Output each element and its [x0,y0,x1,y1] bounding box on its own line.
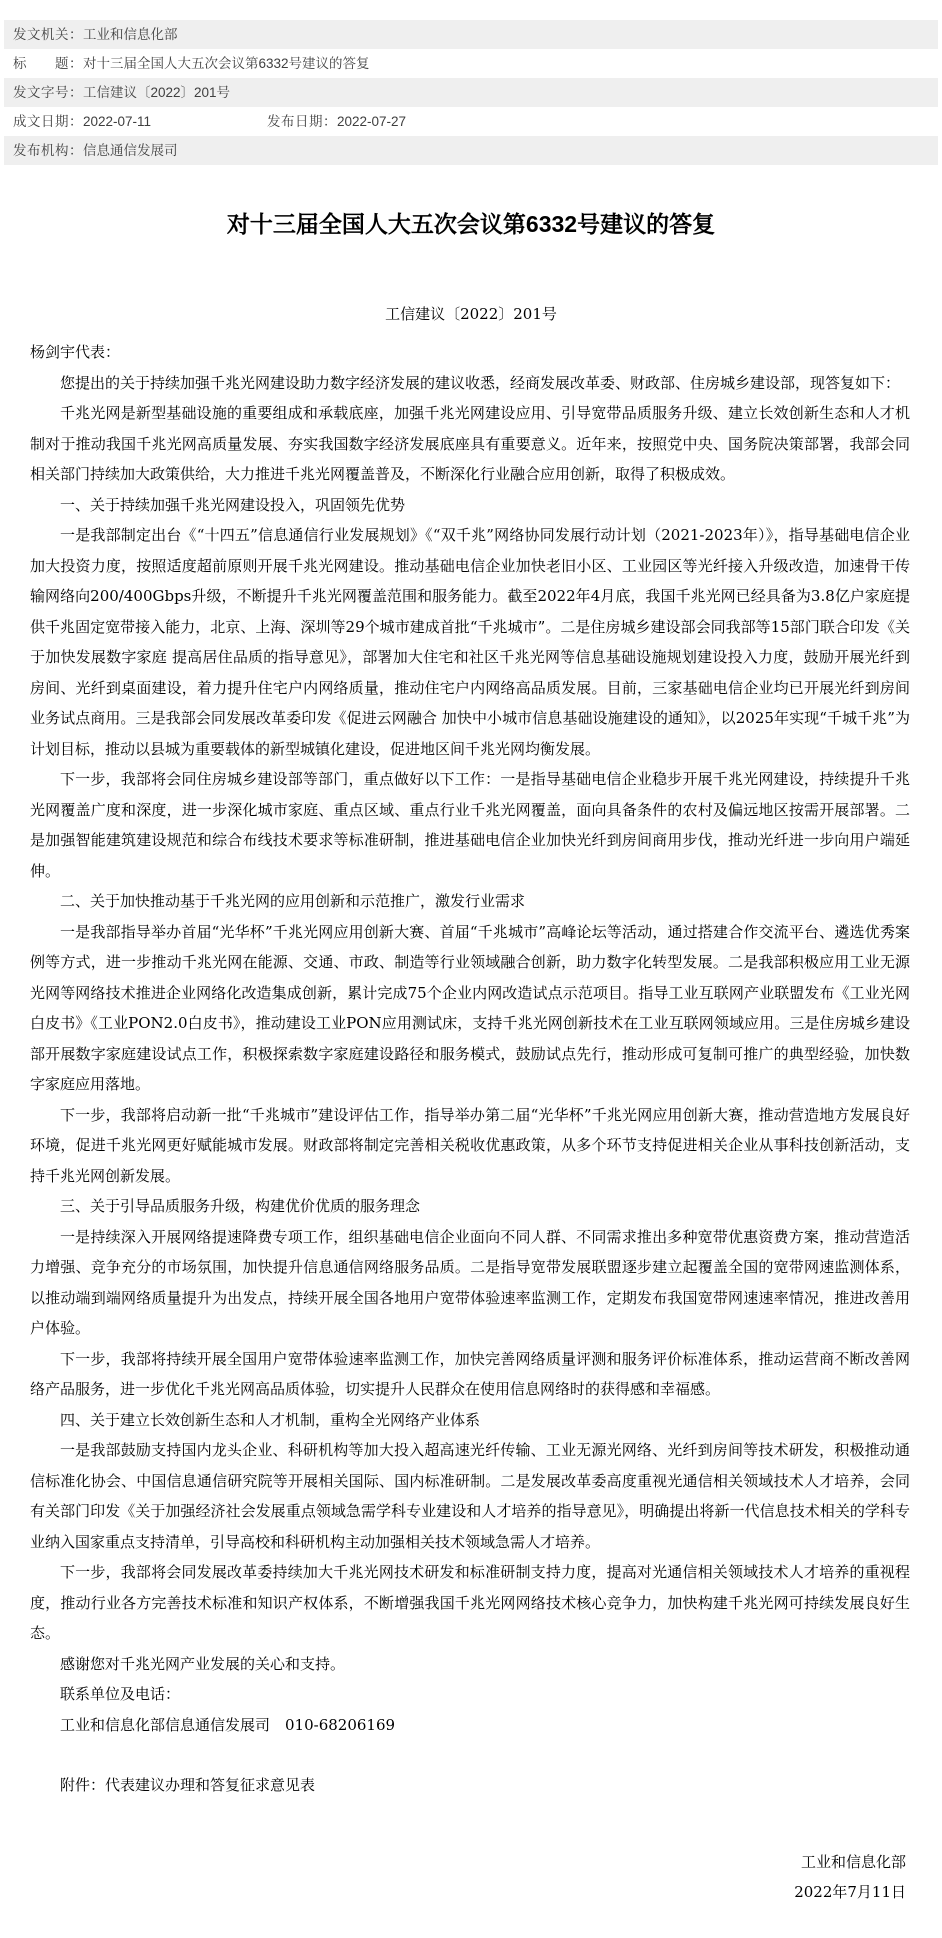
signature-org: 工业和信息化部 [800,1852,906,1871]
paragraph: 下一步，我部将会同发展改革委持续加大千兆光网技术研发和标准研制支持力度，提高对光通信相关领域技术人才培养的重视程度，推动行业各方完善技术标准和知识产权体系，不断增强我国千兆光网网络技术核心竞争力，加快构建千兆光网可持续发展良好生态。 [30,1563,910,1642]
meta-value: 2022-07-27 [337,114,407,129]
meta-row-publishing-office [4,136,938,165]
section-heading-4: 四、关于建立长效创新生态和人才机制，重构全光网络产业体系 [60,1410,481,1429]
page-title: 对十三届全国人大五次会议第6332号建议的答复 [226,211,716,237]
signature-date: 2022年7月11日 [794,1883,906,1901]
meta-row-title [4,49,938,78]
section-heading-1: 一、关于持续加强千兆光网建设投入，巩固领先优势 [60,495,406,514]
meta-publish-date [267,114,406,129]
meta-value: 工信建议〔2022〕201号 [83,85,231,100]
thanks-line: 感谢您对千兆光网产业发展的关心和支持。 [60,1654,346,1673]
meta-label: 发布机构： [13,143,83,158]
section-heading-3: 三、关于引导品质服务升级，构建优价优质的服务理念 [60,1197,421,1215]
paragraph: 千兆光网是新型基础设施的重要组成和承载底座，加强千兆光网建设应用、引导宽带品质服务升级、建立长效创新生态和人才机制对于推动我国千兆光网高质量发展、夯实我国数字经济发展底座具有重要意义。近年来，按照党中央、国务院决策部署，我部会同相关部门持续加大政策供给，大力推进千兆光网覆盖普及，不断深化行业融合应用创新，取得了积极成效。 [30,404,910,483]
paragraph: 一是我部指导举办首届“光华杯”千兆光网应用创新大赛、首届“千兆城市”高峰论坛等活动，通过搭建合作交流平台、遴选优秀案例等方式，进一步推动千兆光网在能源、交通、市政、制造等行业领域融合创新，助力数字化转型发展。二是我部积极应用工业无源光网等网络技术推进企业网络化改造集成创新，累计完成75个企业内网改造试点示范项目。指导工业互联网产业联盟发布《工业光网白皮书》《工业PON2.0白皮书》，推动建设工业PON应用测试床，支持千兆光网创新技术在工业互联网领域应用。三是住房城乡建设部开展数字家庭建设试点工作，积极探索数字家庭建设路径和服务模式，鼓励试点先行，推动形成可复制可推广的典型经验，加快数字家庭应用落地。 [30,922,910,1093]
meta-row-issuing-agency [4,20,938,49]
document-body [30,337,910,1801]
meta-value: 2022-07-11 [83,114,152,129]
paragraph: 一是持续深入开展网络提速降费专项工作，组织基础电信企业面向不同人群、不同需求推出多种宽带优惠资费方案，推动营造活力增强、竞争充分的市场氛围，加快提升信息通信网络服务品质。二是指导宽带发展联盟逐步建立起覆盖全国的宽带网速监测体系，以推动端到端网络质量提升为出发点，持续开展全国各地用户宽带体验速率监测工作，定期发布我国宽带网速速率情况，推进改善用户体验。 [30,1227,910,1337]
meta-value: 对十三届全国人大五次会议第6332号建议的答复 [83,56,370,71]
doc-number-line: 工信建议〔2022〕201号 [385,305,557,323]
meta-row-dates [4,107,938,136]
meta-label: 发文字号： [13,85,83,100]
meta-label: 发布日期： [267,114,337,129]
meta-value: 工业和信息化部 [83,27,178,42]
meta-table [4,20,938,165]
paragraph: 下一步，我部将会同住房城乡建设部等部门，重点做好以下工作：一是指导基础电信企业稳步开展千兆光网建设，持续提升千兆光网覆盖广度和深度，进一步深化城市家庭、重点区域、重点行业千兆光网覆盖，面向具备条件的农村及偏远地区按需开展部署。二是加强智能建筑建设规范和综合布线技术要求等标准研制，推进基础电信企业加快光纤到房间商用步伐，推动光纤进一步向用户端延伸。 [30,770,910,880]
section-heading-2: 二、关于加快推动基于千兆光网的应用创新和示范推广，激发行业需求 [60,892,526,910]
signature-block [0,1847,906,1908]
meta-written-date [13,107,267,136]
paragraph: 一是我部制定出台《“十四五”信息通信行业发展规划》《“双千兆”网络协同发展行动计划（2021-2023年）》，指导基础电信企业加大投资力度，按照适度超前原则开展千兆光网建设。推动基础电信企业加快老旧小区、工业园区等光纤接入升级改造，加速骨干传输网络向200/400Gbps升级，不断提升千兆光网覆盖范围和服务能力。截至2022年4月底，我国千兆光网已经具备为3.8亿户家庭提供千兆固定宽带接入能力，北京、上海、深圳等29个城市建成首批“千兆城市”。二是住房城乡建设部会同我部等15部门联合印发《关于加快发展数字家庭 提高居住品质的指导意见》，部署加大住宅和社区千兆光网等信息基础设施规划建设投入力度，鼓励开展光纤到房间、光纤到桌面建设，着力提升住宅户内网络质量，推动住宅户内网络高品质发展。目前，三家基础电信企业均已开展光纤到房间业务试点商用。三是我部会同发展改革委印发《促进云网融合 加快中小城市信息基础设施建设的通知》，以2025年实现“千城千兆”为计划目标，推动以县城为重要载体的新型城镇化建设，促进地区间千兆光网均衡发展。 [30,526,910,758]
attachment-line: 附件：代表建议办理和答复征求意见表 [60,1776,316,1794]
meta-label: 标 题： [13,56,83,71]
paragraph: 下一步，我部将持续开展全国用户宽带体验速率监测工作，加快完善网络质量评测和服务评价标准体系，推动运营商不断改善网络产品服务，进一步优化千兆光网高品质体验，切实提升人民群众在使用信息网络时的获得感和幸福感。 [30,1349,910,1398]
meta-row-doc-number [4,78,938,107]
meta-label: 发文机关： [13,27,83,42]
contact-label: 联系单位及电话： [60,1685,181,1703]
paragraph: 您提出的关于持续加强千兆光网建设助力数字经济发展的建议收悉，经商发展改革委、财政部、住房城乡建设部，现答复如下： [60,373,901,392]
meta-value: 信息通信发展司 [83,143,178,158]
meta-label: 成文日期： [13,114,83,129]
paragraph: 下一步，我部将启动新一批“千兆城市”建设评估工作，指导举办第二届“光华杯”千兆光网应用创新大赛，推动营造地方发展良好环境，促进千兆光网更好赋能城市发展。财政部将制定完善相关税收优惠政策，从多个环节支持促进相关企业从事科技创新活动，支持千兆光网创新发展。 [30,1105,910,1185]
contact-line: 工业和信息化部信息通信发展司 010-68206169 [60,1715,396,1734]
salutation: 杨剑宇代表： [30,343,121,361]
paragraph: 一是我部鼓励支持国内龙头企业、科研机构等加大投入超高速光纤传输、工业无源光网络、光纤到房间等技术研发，积极推动通信标准化协会、中国信息通信研究院等开展相关国际、国内标准研制。二是发展改革委高度重视光通信相关领域技术人才培养，会同有关部门印发《关于加强经济社会发展重点领域急需学科专业建设和人才培养的指导意见》，明确提出将新一代信息技术相关的学科专业纳入国家重点支持清单，引导高校和科研机构主动加强相关技术领域急需人才培养。 [30,1441,910,1551]
